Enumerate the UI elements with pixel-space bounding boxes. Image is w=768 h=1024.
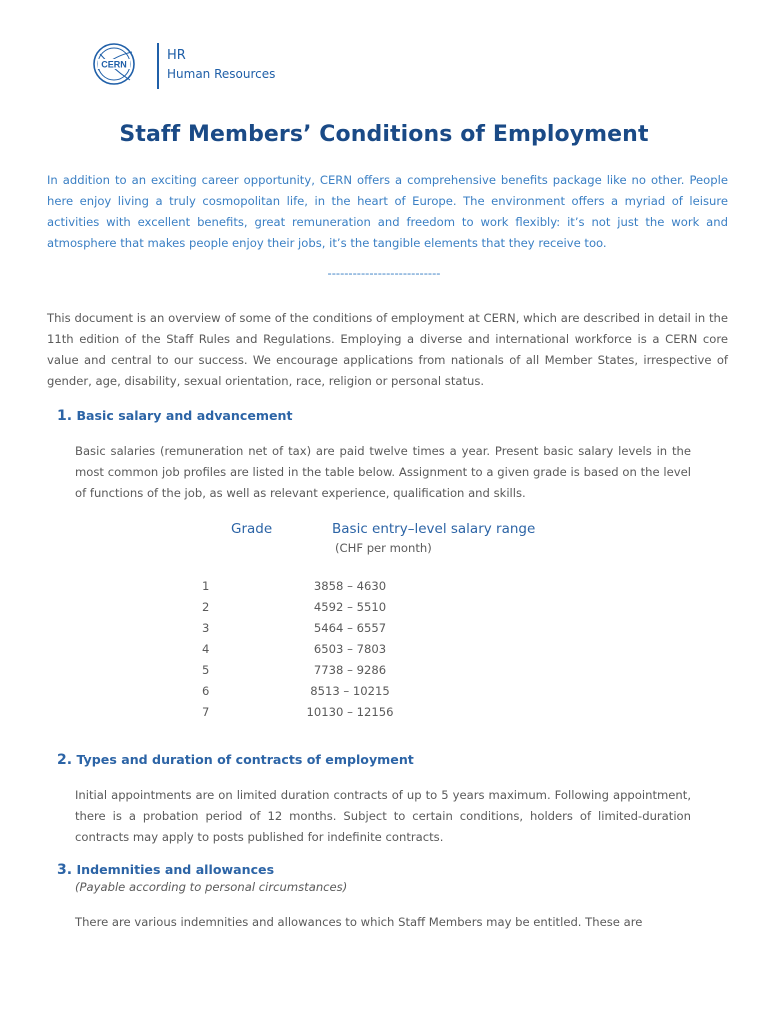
section-3-heading [57, 862, 274, 878]
section-1-heading [57, 408, 293, 424]
section-1-number: 1. [57, 408, 73, 424]
table-row [0, 681, 768, 702]
range-cell: 4592 – 5510 [313, 600, 387, 614]
intro-paragraph: In addition to an exciting career opportunity, CERN offers a comprehensive benefits package like no other. People here enjoy living a truly cosmopolitan life, in the heart of Europe. The environment offers a myriad of leisure activities with excellent benefits, great remuneration and freedom to work flexibly: it’s not just the work and atmosphere that makes people enjoy their jobs, it’s the tangible elements that they receive too. [47, 173, 728, 250]
range-cell: 5464 – 6557 [313, 621, 387, 635]
section-3-subtitle: (Payable according to personal circumstances) [75, 880, 348, 894]
grade-cell: 7 [202, 705, 210, 719]
cern-logo-icon [90, 40, 138, 88]
section-2-body: Initial appointments are on limited duration contracts of up to 5 years maximum. Following appointment, there is a probation period of 12 months. Subject to certain conditions, holders of limited-duration contracts may apply to posts published for indefinite contracts. [75, 788, 691, 844]
svg-text:CERN: CERN [101, 59, 127, 70]
range-cell: 3858 – 4630 [313, 579, 387, 593]
section-3-number: 3. [57, 862, 73, 878]
overview-paragraph: This document is an overview of some of the conditions of employment at CERN, which are described in detail in the 11th edition of the Staff Rules and Regulations. Employing a diverse and international workforce is a CERN core value and central to our success. We encourage applications from nationals of all Member States, irrespective of gender, age, disability, sexual orientation, race, religion or personal status. [47, 311, 728, 388]
range-cell: 8513 – 10215 [310, 684, 390, 698]
range-cell: 10130 – 12156 [306, 705, 394, 719]
grade-cell: 5 [202, 663, 210, 677]
section-2-number: 2. [57, 752, 73, 768]
grade-cell: 1 [202, 579, 210, 593]
section-3-body: There are various indemnities and allowances to which Staff Members may be entitled. These are [75, 915, 643, 929]
table-row [0, 660, 768, 681]
table-row [0, 576, 768, 597]
header-divider [157, 43, 159, 89]
hr-label: HR [167, 48, 186, 63]
salary-table [0, 576, 768, 723]
range-cell: 6503 – 7803 [313, 642, 387, 656]
table-row [0, 597, 768, 618]
grade-cell: 3 [202, 621, 210, 635]
range-cell: 7738 – 9286 [313, 663, 387, 677]
table-header-grade: Grade [231, 521, 273, 537]
table-row [0, 639, 768, 660]
table-header-unit: (CHF per month) [335, 541, 432, 555]
table-row [0, 702, 768, 723]
section-3-title: Indemnities and allowances [76, 862, 275, 877]
separator: --------------------------- [327, 266, 441, 280]
grade-cell: 6 [202, 684, 210, 698]
page-title: Staff Members’ Conditions of Employment [119, 122, 649, 147]
grade-cell: 4 [202, 642, 210, 656]
section-2-title: Types and duration of contracts of employment [76, 752, 414, 767]
human-resources-label: Human Resources [167, 67, 276, 81]
table-row [0, 618, 768, 639]
section-2-heading [57, 752, 414, 768]
section-1-title: Basic salary and advancement [76, 408, 293, 423]
section-1-body: Basic salaries (remuneration net of tax) are paid twelve times a year. Present basic salary levels in the most common job profiles are listed in the table below. Assignment to a given grade is based on the level of functions of the job, as well as relevant experience, qualification and skills. [75, 444, 691, 500]
table-header-range: Basic entry–level salary range [332, 521, 536, 537]
grade-cell: 2 [202, 600, 210, 614]
